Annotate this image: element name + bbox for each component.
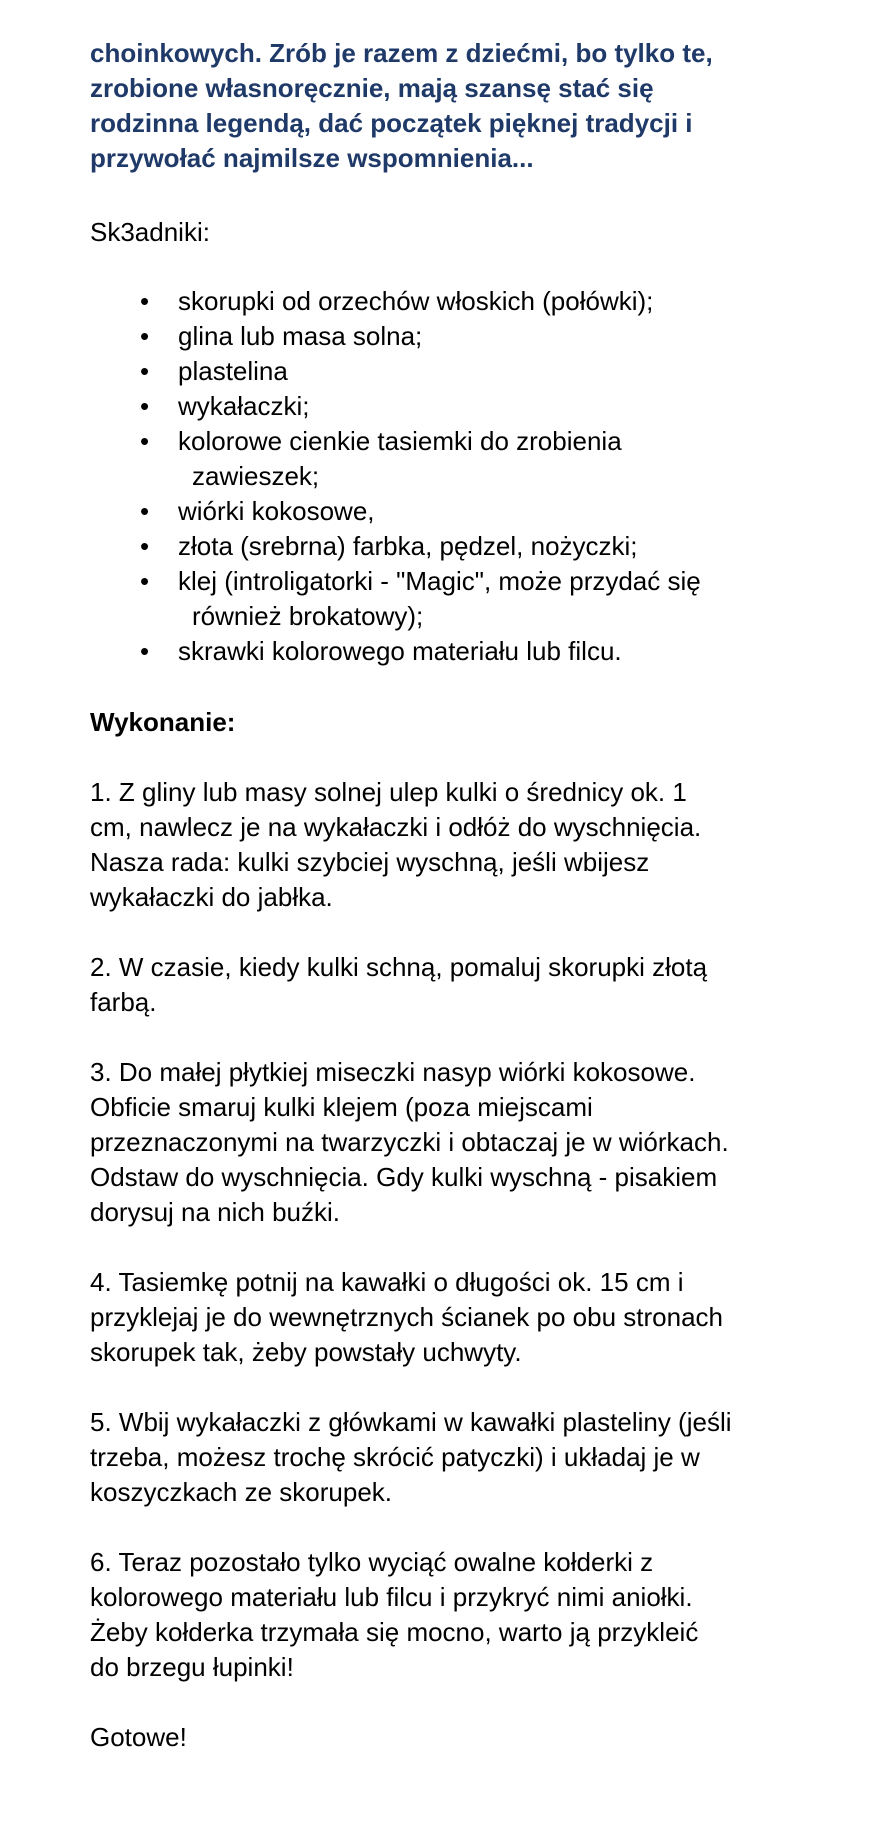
step-line: koszyczkach ze skorupek. [90, 1477, 393, 1507]
ingredient-text: kolorowe cienkie tasiemki do zrobienia [178, 426, 622, 456]
ingredient-text: glina lub masa solna; [178, 321, 423, 351]
method-step-2 [90, 950, 870, 1020]
method-heading: Wykonanie: [90, 707, 236, 737]
method-step-6 [90, 1545, 870, 1685]
intro-line: przywołać najmilsze wspomnienia... [90, 143, 534, 173]
step-line: farbą. [90, 987, 157, 1017]
intro-line: choinkowych. Zrób je razem z dziećmi, bo tylko te, [90, 38, 713, 68]
ingredient-text: wykałaczki; [178, 391, 310, 421]
ingredient-text: skrawki kolorowego materiału lub filcu. [178, 636, 622, 666]
bullet-icon: • [140, 566, 150, 596]
ingredient-text-continued: zawieszek; [192, 461, 320, 491]
ingredient-item [90, 389, 870, 424]
step-line: 3. Do małej płytkiej miseczki nasyp wiórki kokosowe. [90, 1057, 696, 1087]
bullet-icon: • [140, 426, 150, 456]
step-line: wykałaczki do jabłka. [90, 882, 333, 912]
ingredient-text: skorupki od orzechów włoskich (połówki); [178, 286, 654, 316]
step-line: do brzegu łupinki! [90, 1652, 294, 1682]
step-line: 2. W czasie, kiedy kulki schną, pomaluj skorupki złotą [90, 952, 708, 982]
ingredient-text-continued: również brokatowy); [192, 601, 424, 631]
method-step-3 [90, 1055, 870, 1230]
step-line: 1. Z gliny lub masy solnej ulep kulki o średnicy ok. 1 [90, 777, 687, 807]
method-step-5 [90, 1405, 870, 1510]
method-step-4 [90, 1265, 870, 1370]
step-line: przyklejaj je do wewnętrznych ścianek po obu stronach [90, 1302, 724, 1332]
finish-text: Gotowe! [90, 1722, 187, 1752]
step-line: 6. Teraz pozostało tylko wyciąć owalne kołderki z [90, 1547, 654, 1577]
step-line: przeznaczonymi na twarzyczki i obtaczaj je w wiórkach. [90, 1127, 729, 1157]
ingredient-item [90, 424, 870, 494]
document-page [90, 36, 870, 1755]
step-line: dorysuj na nich buźki. [90, 1197, 341, 1227]
ingredient-item [90, 634, 870, 669]
ingredients-heading: Sk3adniki: [90, 217, 210, 247]
bullet-icon: • [140, 356, 150, 386]
step-line: Żeby kołderka trzymała się mocno, warto ją przykleić [90, 1617, 699, 1647]
bullet-icon: • [140, 391, 150, 421]
intro-line: zrobione własnoręcznie, mają szansę stać się [90, 73, 654, 103]
method-step-1 [90, 775, 870, 915]
bullet-icon: • [140, 321, 150, 351]
step-line: Obficie smaruj kulki klejem (poza miejscami [90, 1092, 593, 1122]
ingredient-item [90, 494, 870, 529]
bullet-icon: • [140, 496, 150, 526]
bullet-icon: • [140, 286, 150, 316]
step-line: Nasza rada: kulki szybciej wyschną, jeśli wbijesz [90, 847, 650, 877]
ingredient-item [90, 319, 870, 354]
step-line: Odstaw do wyschnięcia. Gdy kulki wyschną - pisakiem [90, 1162, 718, 1192]
bullet-icon: • [140, 531, 150, 561]
ingredient-text: złota (srebrna) farbka, pędzel, nożyczki; [178, 531, 638, 561]
intro-paragraph [90, 36, 870, 176]
ingredient-text: wiórki kokosowe, [178, 496, 375, 526]
ingredient-item [90, 354, 870, 389]
ingredient-text: klej (introligatorki - "Magic", może przydać się [178, 566, 701, 596]
step-line: trzeba, możesz trochę skrócić patyczki) i układaj je w [90, 1442, 700, 1472]
ingredient-text: plastelina [178, 356, 288, 386]
step-line: kolorowego materiału lub filcu i przykryć nimi aniołki. [90, 1582, 693, 1612]
ingredient-list [90, 284, 870, 669]
step-line: 4. Tasiemkę potnij na kawałki o długości ok. 15 cm i [90, 1267, 684, 1297]
step-line: skorupek tak, żeby powstały uchwyty. [90, 1337, 522, 1367]
step-line: 5. Wbij wykałaczki z główkami w kawałki plasteliny (jeśli [90, 1407, 732, 1437]
ingredient-item [90, 529, 870, 564]
ingredient-item [90, 564, 870, 634]
ingredient-item [90, 284, 870, 319]
intro-line: rodzinna legendą, dać początek pięknej tradycji i [90, 108, 693, 138]
bullet-icon: • [140, 636, 150, 666]
step-line: cm, nawlecz je na wykałaczki i odłóż do wyschnięcia. [90, 812, 702, 842]
